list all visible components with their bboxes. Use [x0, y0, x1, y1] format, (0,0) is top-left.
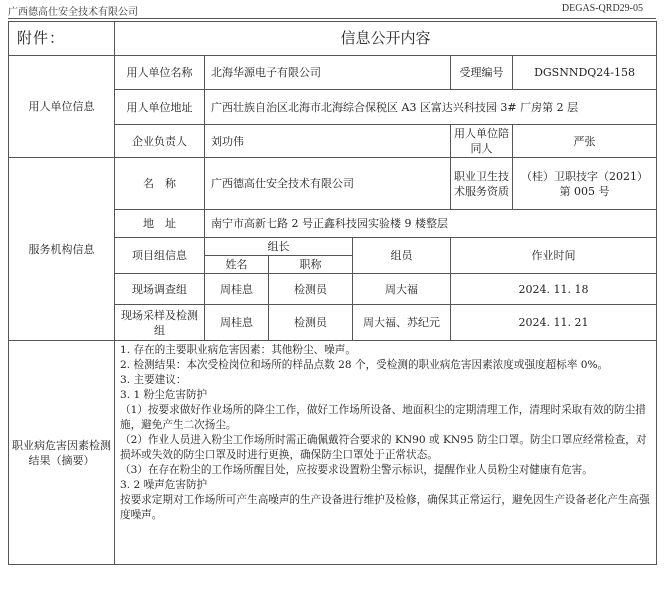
finding-line: 3. 2 噪声危害防护: [120, 479, 208, 491]
finding-line: 2. 检测结果：本次受检岗位和场所的样品点数 28 个，受检测的职业病危害因素浓度或强度超标率 0%。: [120, 359, 609, 371]
employer-section-label: 用人单位信息: [9, 56, 115, 158]
escort-value: 严张: [513, 125, 657, 158]
agency-name-label: 名 称: [115, 158, 205, 210]
employer-name-row: [9, 56, 657, 90]
escort-label: 用人单位陪同人: [451, 125, 513, 158]
finding-line: （1）按要求做好作业场所的降尘工作，做好工作场所设备、地面积尘的定期清理工作，清理时采取有效的防尘措施，避免产生二次扬尘。: [120, 404, 646, 431]
agency-name-row: [9, 158, 657, 210]
employer-name-label: 用人单位名称: [115, 56, 205, 90]
findings-section-label: 职业病危害因素检测结果（摘要）: [9, 341, 115, 565]
page-title: 信息公开内容: [115, 22, 657, 56]
accept-no-label: 受理编号: [451, 56, 513, 90]
team-member-header: 组员: [353, 238, 451, 274]
team-row-members: 周大福: [353, 274, 451, 305]
finding-line: 按要求定期对工作场所可产生高噪声的生产设备进行维护及检修，确保其正常运行，避免因生产设备老化产生高强度噪声。: [120, 494, 650, 521]
team-row-date: 2024. 11. 18: [451, 274, 657, 305]
findings-content: [115, 341, 657, 565]
leader-label: 企业负责人: [115, 125, 205, 158]
finding-line: 1. 存在的主要职业病危害因素：其他粉尘、噪声。: [120, 344, 356, 356]
header-company: 广西德高仕安全技术有限公司: [8, 7, 138, 18]
finding-line: （2）作业人员进入粉尘工作场所时需正确佩戴符合要求的 KN90 或 KN95 防尘口罩。防尘口罩应经常检查，对损坏或失效的防尘口罩及时进行更换，确保防尘口罩处于正常状态。: [120, 434, 647, 461]
findings-row: [9, 341, 657, 565]
accept-no-value: DGSNNDQ24-158: [513, 56, 657, 90]
team-row-label: 现场采样及检测组: [115, 305, 205, 341]
header-doc-code: DEGAS-QRD29-05: [561, 3, 643, 14]
employer-address-label: 用人单位地址: [115, 90, 205, 125]
employer-name-value: 北海华源电子有限公司: [205, 56, 451, 90]
agency-section-label: 服务机构信息: [9, 158, 115, 341]
finding-line: 3. 1 粉尘危害防护: [120, 389, 208, 401]
team-row-title: 检测员: [269, 274, 353, 305]
agency-address-label: 地 址: [115, 210, 205, 238]
team-title-header: 职称: [269, 256, 353, 274]
team-leader-header: 组长: [205, 238, 353, 256]
team-row-members: 周大福、苏纪元: [353, 305, 451, 341]
attachment-label: 附件：: [9, 22, 115, 56]
team-name-header: 姓名: [205, 256, 269, 274]
team-row-date: 2024. 11. 21: [451, 305, 657, 341]
team-row-leader: 周桂息: [205, 274, 269, 305]
agency-address-value: 南宁市高新七路 2 号正鑫科技园实验楼 9 楼整层: [205, 210, 657, 238]
agency-name-value: 广西德高仕安全技术有限公司: [205, 158, 451, 210]
team-row-label: 现场调查组: [115, 274, 205, 305]
team-info-label: 项目组信息: [115, 238, 205, 274]
qualification-value: （桂）卫职技字（2021）第 005 号: [513, 158, 657, 210]
employer-address-value: 广西壮族自治区北海市北海综合保税区 A3 区富达兴科技园 3# 厂房第 2 层: [205, 90, 657, 125]
qualification-label: 职业卫生技术服务资质: [451, 158, 513, 210]
team-row-leader: 周桂息: [205, 305, 269, 341]
finding-line: （3）在存在粉尘的工作场所醒目处，应按要求设置粉尘警示标识，提醒作业人员粉尘对健康有危害。: [120, 464, 593, 476]
info-disclosure-table: [8, 21, 657, 565]
team-row-title: 检测员: [269, 305, 353, 341]
title-row: [9, 22, 657, 56]
leader-value: 刘功伟: [205, 125, 451, 158]
finding-line: 3. 主要建议：: [120, 374, 187, 386]
header-divider: [8, 18, 656, 19]
work-time-header: 作业时间: [451, 238, 657, 274]
